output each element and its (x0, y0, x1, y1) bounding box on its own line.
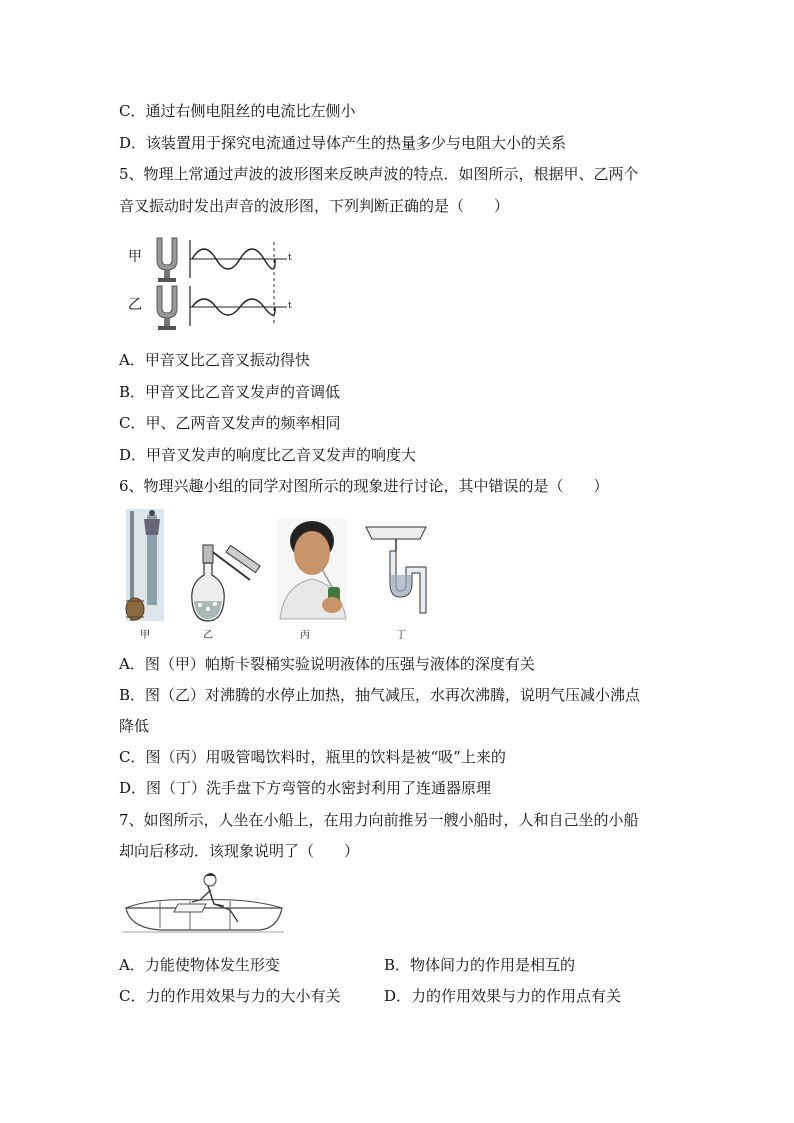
q7-stem-line2: 却向后移动．该现象说明了（ ） (119, 842, 360, 860)
boat-hull (126, 908, 282, 930)
caption-yi: 乙 (203, 630, 213, 641)
q6-option-b-line1: B．图（乙）对沸腾的水停止加热，抽气减压，水再次沸腾，说明气压减小沸点 (119, 686, 641, 704)
q6-option-d: D．图（丁）洗手盘下方弯管的水密封利用了连通器原理 (119, 779, 492, 797)
q6-option-c: C．图（丙）用吸管喝饮料时，瓶里的饮料是被“吸”上来的 (119, 748, 506, 766)
phenomena-figure (120, 505, 440, 645)
caption-bing: 丙 (300, 630, 310, 641)
tuning-fork-icon (157, 238, 177, 282)
q5-option-d: D．甲音叉发声的响度比乙音叉发声的响度大 (119, 446, 417, 464)
q7-stem-line1: 7、如图所示，人坐在小船上，在用力向前推另一艘小船时，人和自己坐的小船 (119, 811, 639, 829)
fork-label-yi: 乙 (128, 297, 142, 313)
q7-option-c: C．力的作用效果与力的大小有关 (119, 987, 341, 1005)
q7-option-a: A．力能使物体发生形变 (119, 956, 280, 974)
person-drawing (192, 873, 238, 922)
tuning-fork-waveform-figure (125, 228, 305, 333)
axis-label-t: t (288, 253, 292, 263)
sink-trap-image (366, 527, 426, 613)
q6-stem: 6、物理兴趣小组的同学对图所示的现象进行讨论，其中错误的是（ ） (119, 477, 609, 495)
flask-syringe-image (192, 545, 260, 621)
q5-stem-line2: 音叉振动时发出声音的波形图，下列判断正确的是（ ） (119, 197, 510, 215)
fork-label-jia: 甲 (128, 249, 142, 265)
q7-option-d: D．力的作用效果与力的作用点有关 (384, 987, 622, 1005)
q7-option-b: B．物体间力的作用是相互的 (384, 956, 576, 974)
boat-push-figure (120, 868, 285, 938)
tuning-fork-icon (157, 286, 177, 330)
q5-option-a: A．甲音叉比乙音叉振动得快 (119, 351, 310, 369)
q5-option-c: C．甲、乙两音叉发声的频率相同 (119, 414, 341, 432)
q4-option-d: D．该装置用于探究电流通过导体产生的热量多少与电阻大小的关系 (119, 134, 567, 152)
axis-label-t: t (288, 301, 292, 311)
q5-option-b: B．甲音叉比乙音叉发声的音调低 (119, 383, 341, 401)
q6-option-b-line2: 降低 (119, 717, 150, 735)
q6-option-a: A．图（甲）帕斯卡裂桶实验说明液体的压强与液体的深度有关 (119, 655, 535, 673)
q5-stem-line1: 5、物理上常通过声波的波形图来反映声波的特点．如图所示，根据甲、乙两个 (119, 165, 639, 183)
caption-jia: 甲 (140, 630, 150, 641)
pascal-barrel-image (126, 509, 164, 621)
caption-ding: 丁 (396, 630, 406, 641)
boy-drinking-photo (278, 519, 346, 619)
q4-option-c: C．通过右侧电阻丝的电流比左侧小 (119, 102, 356, 120)
